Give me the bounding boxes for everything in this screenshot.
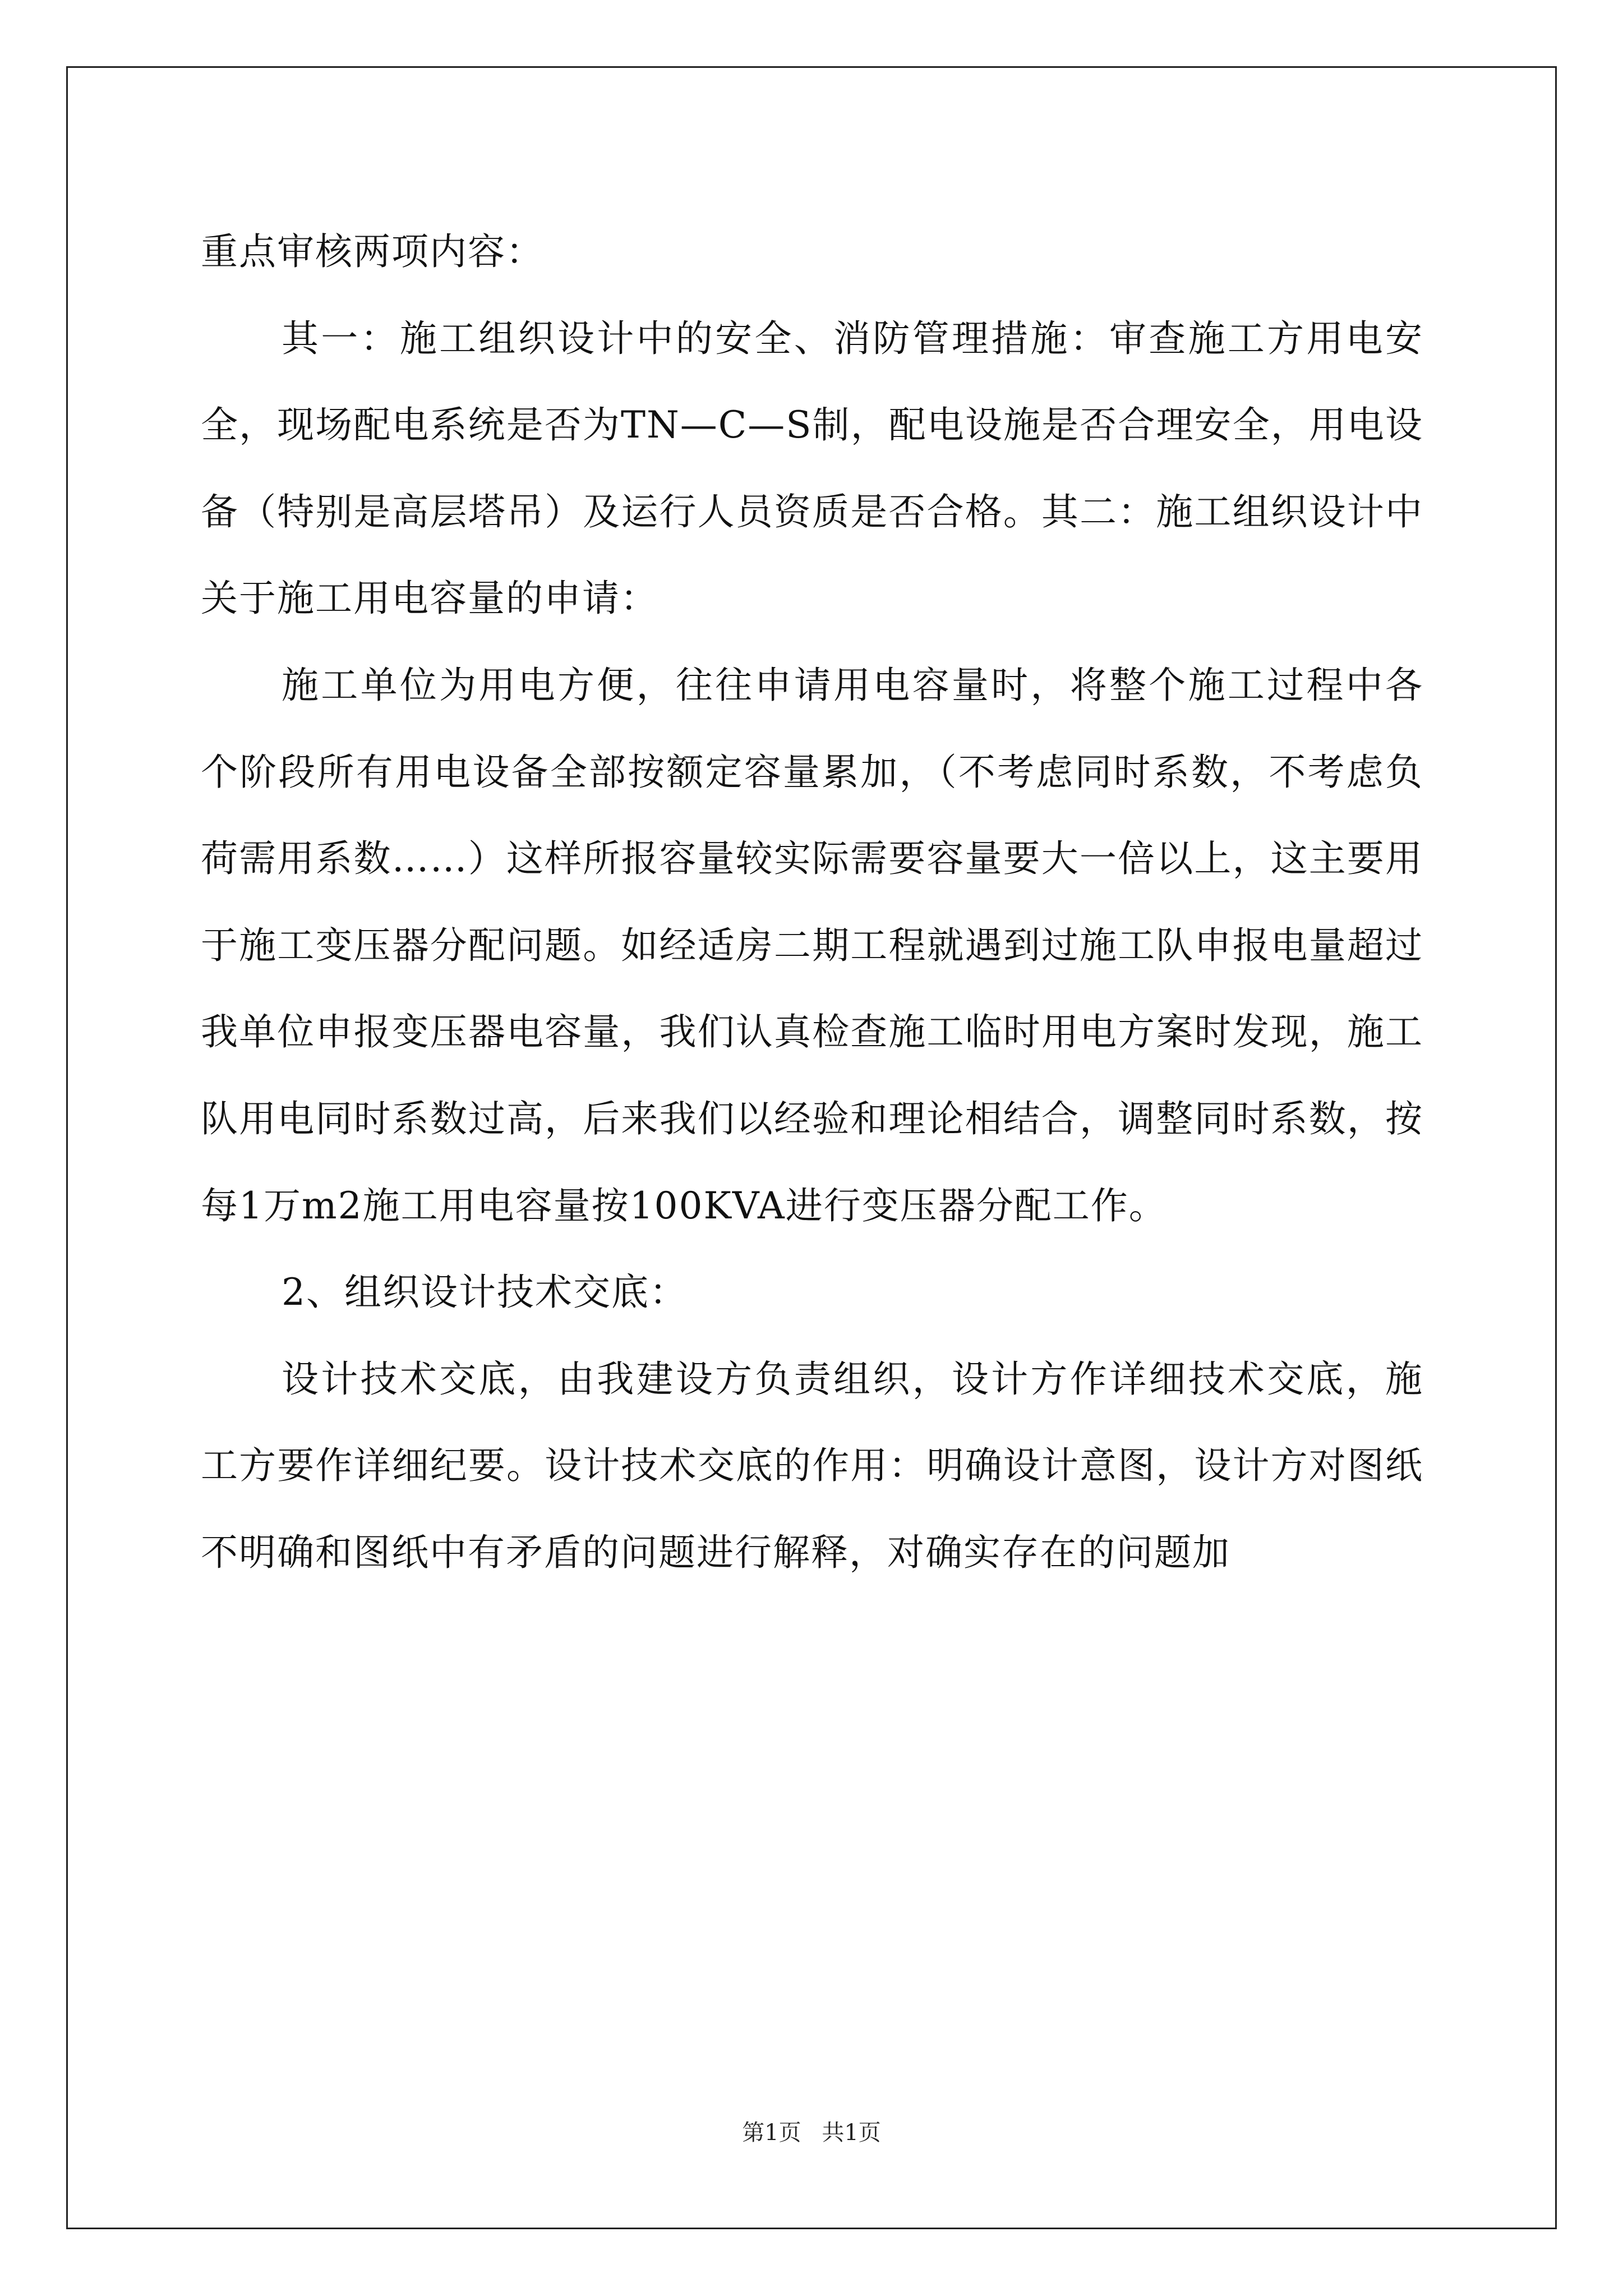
paragraph-3: 施工单位为用电方便，往往申请用电容量时，将整个施工过程中各个阶段所有用电设备全部按额定容量累加，（不考虑同时系数，不考虑负荷需用系数……）这样所报容量较实际需要容量要大一倍以上，这主要用于施工变压器分配问题。如经适房二期工程就遇到过施工队申报电量超过我单位申报变压器电容量，我们认真检查施工临时用电方案时发现，施工队用电同时系数过高，后来我们以经验和理论相结合，调整同时系数，按每1万m2施工用电容量按100KVA进行变压器分配工作。 xyxy=(201,663,1423,1227)
page-total: 共1页 xyxy=(822,2120,881,2146)
paragraph-1: 重点审核两项内容： xyxy=(201,230,544,273)
paragraph-5: 设计技术交底，由我建设方负责组织，设计方作详细技术交底，施工方要作详细纪要。设计技术交底的作用：明确设计意图，设计方对图纸不明确和图纸中有矛盾的问题进行解释，对确实存在的问题加 xyxy=(201,1357,1423,1574)
page-footer xyxy=(0,2115,1623,2147)
paragraph-4: 2、组织设计技术交底： xyxy=(282,1271,688,1314)
document-body xyxy=(201,209,1423,1596)
paragraph-2: 其一：施工组织设计中的安全、消防管理措施：审查施工方用电安全，现场配电系统是否为TN—C—S制，配电设施是否合理安全，用电设备（特别是高层塔吊）及运行人员资质是否合格。其二：施工组织设计中关于施工用电容量的申请： xyxy=(201,316,1423,620)
page-number: 第1页 xyxy=(742,2120,801,2146)
